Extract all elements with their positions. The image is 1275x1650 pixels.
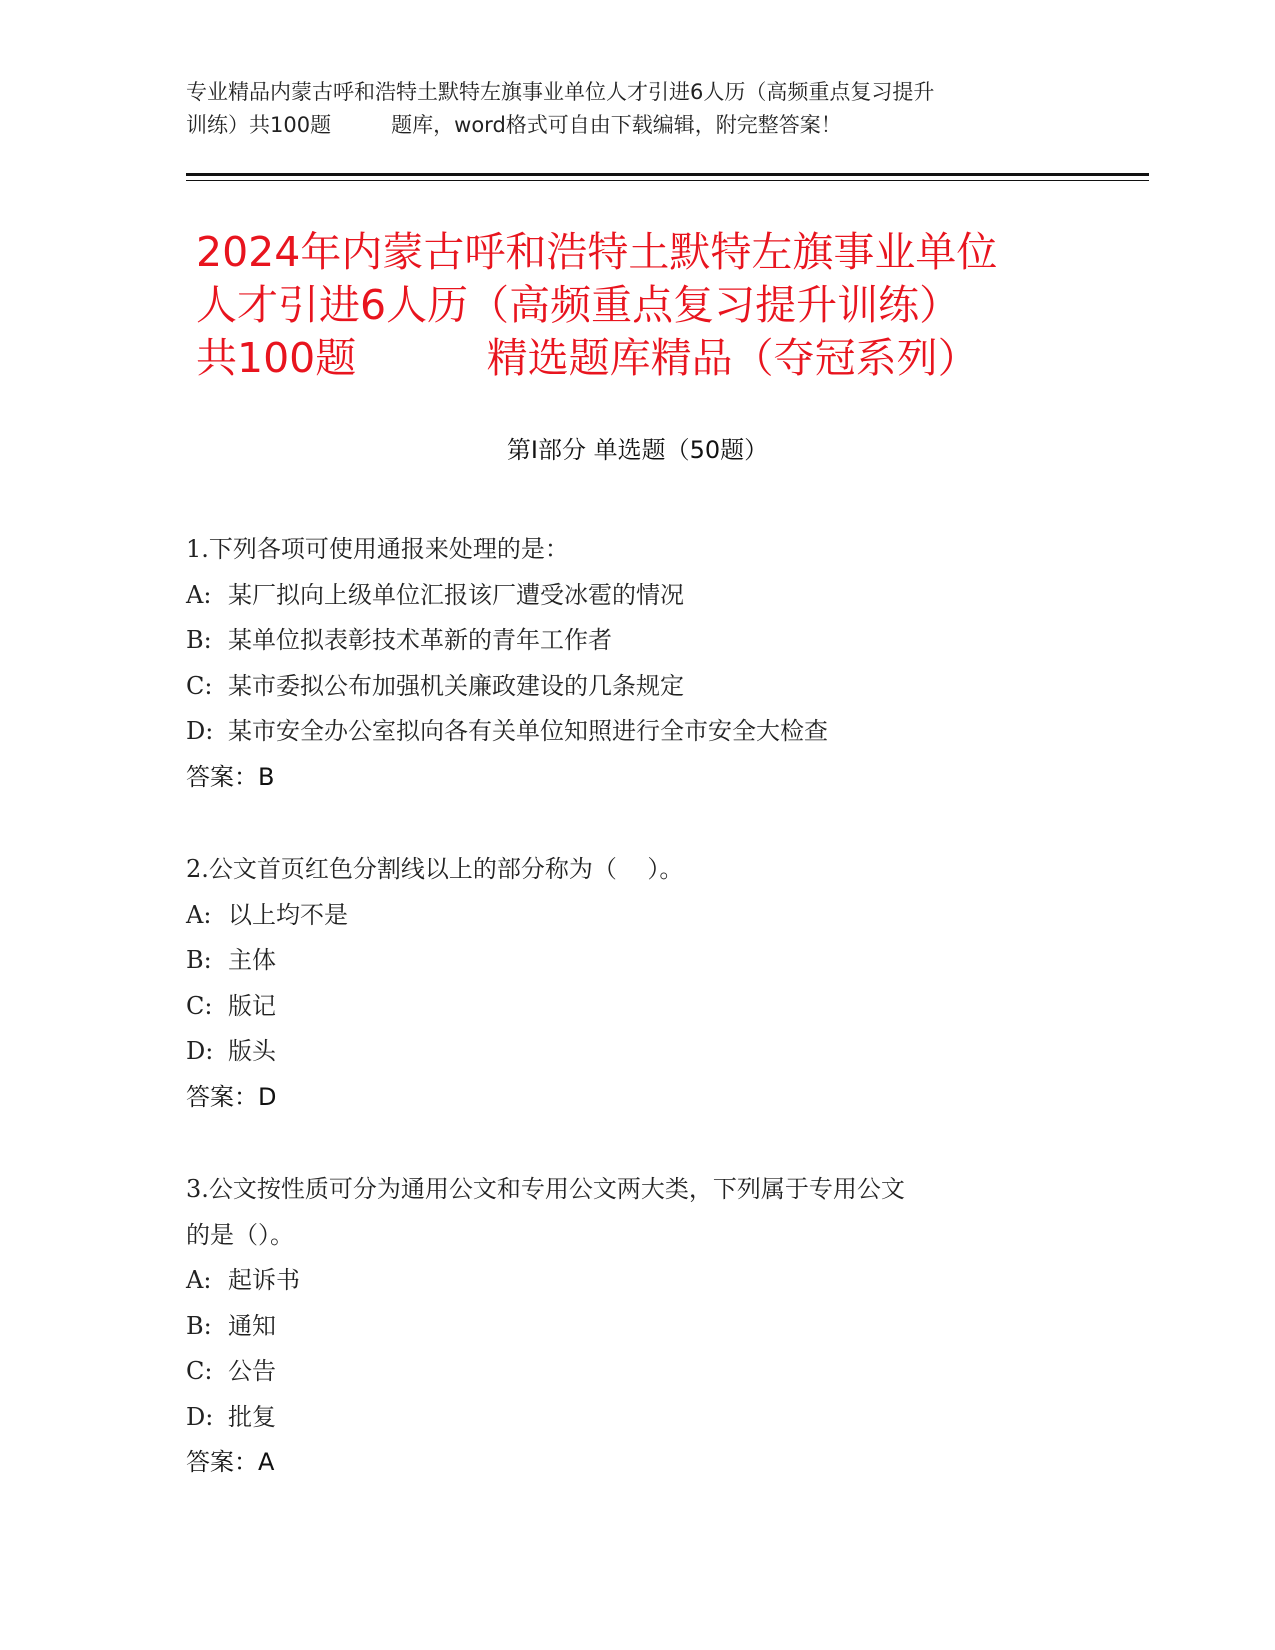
option-text: 主体 [228,946,276,974]
option-a [186,1258,1086,1304]
option-letter: C: [186,671,213,700]
option-letter: B: [186,946,212,974]
question-stem: 1.下列各项可使用通报来处理的是： [186,535,569,563]
question-item [186,847,1086,1120]
option-b [186,1304,1086,1350]
question-stem: 2.公文首页红色分割线以上的部分称为（ ）。 [186,855,684,883]
option-letter: A: [186,580,212,609]
option-c [186,664,1086,710]
question-item [186,1167,1086,1486]
answer-line: 答案：A [186,1448,275,1476]
option-letter: D: [186,1402,214,1431]
option-text: 某单位拟表彰技术革新的青年工作者 [228,626,612,654]
option-c [186,984,1086,1030]
title-line: 人才引进6人历（高频重点复习提升训练） [196,281,961,329]
option-b [186,618,1086,664]
header-note-line: 训练）共100题 题库，word格式可自由下载编辑，附完整答案！ [186,113,842,137]
option-letter: C: [186,1357,213,1385]
option-a [186,893,1086,939]
option-letter: B: [186,626,212,654]
option-letter: B: [186,1311,212,1340]
option-d [186,1029,1086,1075]
document-title [196,226,1096,385]
option-c [186,1349,1086,1395]
header-divider [186,173,1149,176]
title-line: 2024年内蒙古呼和浩特土默特左旗事业单位 [196,228,998,276]
question-item [186,527,1086,800]
title-line: 共100题 精选题库精品（夺冠系列） [196,334,979,382]
option-text: 版头 [228,1037,276,1065]
option-text: 版记 [228,991,276,1020]
header-divider-thin [186,180,1149,181]
header-note-line: 专业精品内蒙古呼和浩特土默特左旗事业单位人才引进6人历（高频重点复习提升 [186,80,935,104]
option-letter: A: [186,1266,212,1294]
option-b [186,938,1086,984]
option-letter: A: [186,900,212,929]
option-text: 起诉书 [228,1266,300,1294]
option-text: 公告 [228,1357,276,1385]
option-text: 以上均不是 [228,900,348,929]
answer-line: 答案：B [186,762,275,791]
option-letter: D: [186,1037,214,1065]
option-d [186,709,1086,755]
option-text: 某厂拟向上级单位汇报该厂遭受冰雹的情况 [228,580,684,609]
question-stem-continued: 的是（）。 [186,1220,294,1249]
option-text: 某市委拟公布加强机关廉政建设的几条规定 [228,671,684,700]
option-text: 通知 [228,1311,276,1340]
answer-line: 答案：D [186,1082,277,1111]
question-list [186,527,1086,1533]
option-text: 批复 [228,1402,276,1431]
question-stem: 3.公文按性质可分为通用公文和专用公文两大类，下列属于专用公文 [186,1175,905,1203]
option-d [186,1395,1086,1441]
option-letter: C: [186,991,213,1020]
header-note [186,76,1086,142]
option-a [186,573,1086,619]
option-text: 某市安全办公室拟向各有关单位知照进行全市安全大检查 [228,717,828,745]
option-letter: D: [186,717,214,745]
section-heading: 第Ⅰ部分 单选题（50题） [506,436,769,464]
